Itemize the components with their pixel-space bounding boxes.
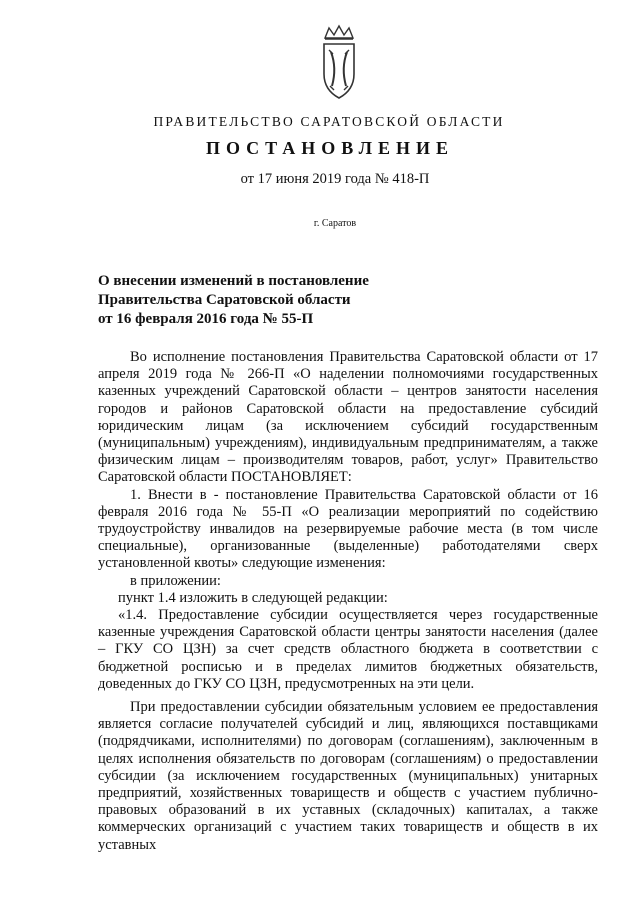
government-name: ПРАВИТЕЛЬСТВО САРАТОВСКОЙ ОБЛАСТИ (153, 114, 505, 129)
subject-line-3: от 16 февраля 2016 года № 55-П (98, 311, 314, 327)
body-paragraph: пункт 1.4 изложить в следующей редакции: (118, 589, 388, 606)
subject-line-2: Правительства Саратовской области (98, 292, 351, 308)
city-name: г. Саратов (313, 218, 357, 229)
document-body (98, 349, 598, 854)
body-paragraph: 1. Внести в ‑ постановление Правительства Саратовской области от 16 февраля 2016 года № 55-П «О реализации мероприятий по содействию трудоустройству инвалидов на резервируемые рабочие места (в том числе специальные), организованные (выделенные) работодателями сверх установленной квоты» следующие изменения: (98, 486, 598, 572)
document-subject (98, 272, 369, 329)
body-paragraph: «1.4. Предоставление субсидии осуществляется через государственные казенные учреждения Саратовской области центры занятости населения (далее – ГКУ СО ЦЗН) за счет средств областного бюджета в соответствии с бюджетной росписью и в пределах лимитов бюджетных обязательств, доведенных до ГКУ СО ЦЗН, предусмотренных на эти цели. (98, 607, 598, 692)
saratov-coat-of-arms-icon (317, 24, 361, 102)
document-type-title: ПОСТАНОВЛЕНИЕ (205, 138, 455, 158)
date-number: от 17 июня 2019 года № 418-П (240, 171, 430, 187)
body-paragraph: в приложении: (130, 572, 221, 589)
body-paragraph: Во исполнение постановления Правительства Саратовской области от 17 апреля 2019 года № 266-П «О наделении полномочиями государственных казенных учреждений Саратовской области – центров занятости населения городов и районов Саратовской области на предоставление субсидий юридическим лицам (за исключением субсидий государственным (муниципальным) учреждениям), индивидуальным предпринимателям, а также физическим лицам – производителям товаров, работ, услуг» Правительство Саратовской области ПОСТАНОВЛЯЕТ: (98, 349, 598, 486)
subject-line-1: О внесении изменений в постановление (98, 273, 369, 289)
body-paragraph: При предоставлении субсидии обязательным условием ее предоставления является согласие получателей субсидий и лиц, являющихся поставщиками (подрядчиками, исполнителями) по договорам (соглашениям), заключенным в целях исполнения обязательств по договорам (соглашениям) о предоставлении субсидии (за исключением государственных (муниципальных) унитарных предприятий, хозяйственных товариществ и обществ с участием публично-правовых образований в их уставных (складочных) капиталах, а также коммерческих организаций с участием таких товариществ и обществ в их уставных (98, 699, 598, 853)
